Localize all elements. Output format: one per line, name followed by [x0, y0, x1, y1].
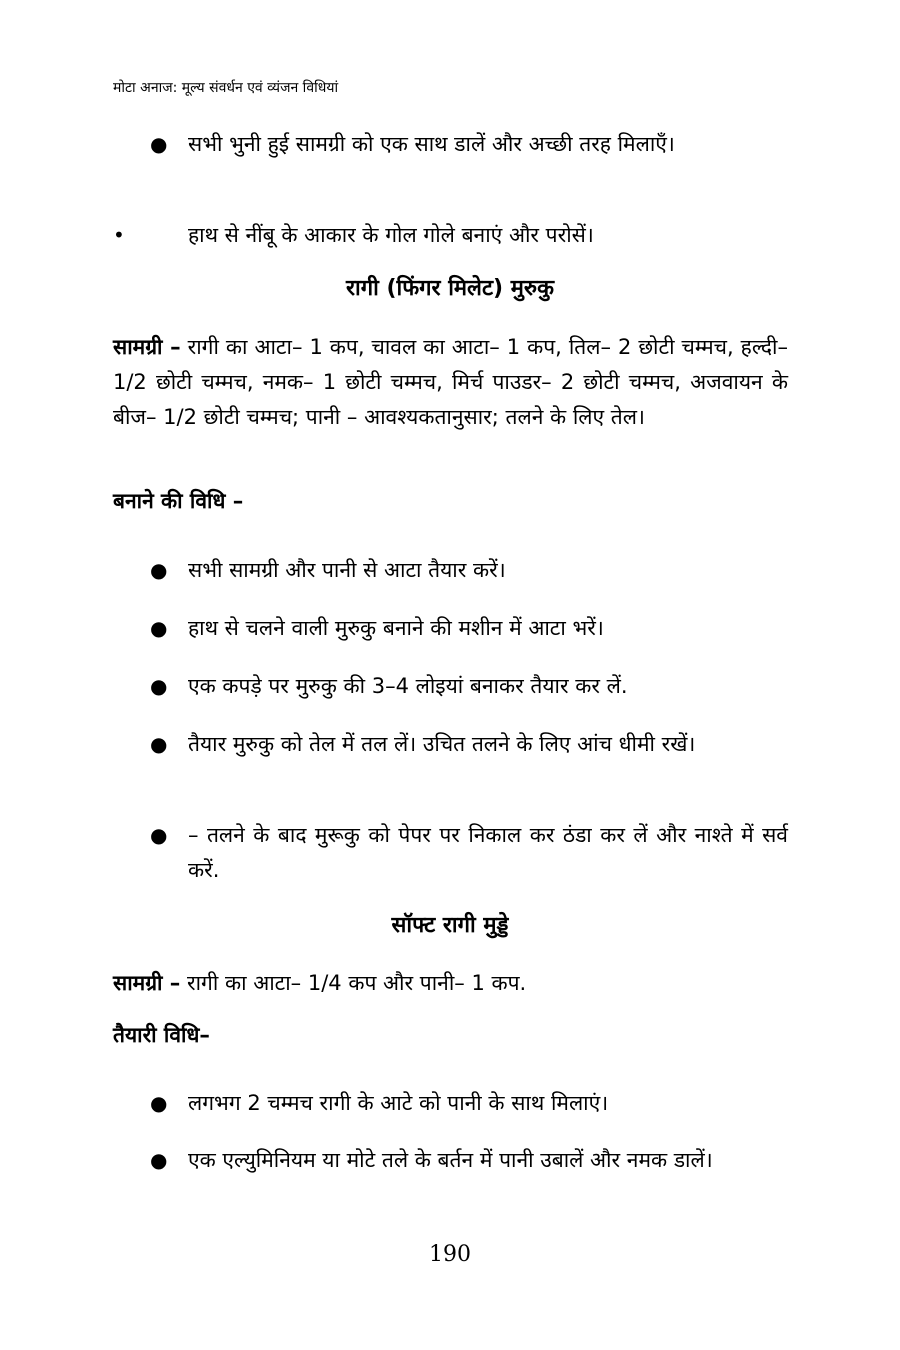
- bullet-icon: ●: [150, 616, 168, 640]
- bullet-icon: ●: [150, 1148, 168, 1172]
- list-item: [113, 727, 788, 762]
- bullet-icon: ●: [150, 823, 168, 847]
- list-item: [113, 611, 788, 646]
- ingredients-text: रागी का आटा– 1 कप, चावल का आटा– 1 कप, तिल– 2 छोटी चम्मच, हल्दी– 1/2 छोटी चम्मच, नमक– 1 छोटी चम्मच, मिर्च पाउडर– 2 छोटी चम्मच, अजवायन के बीज– 1/2 छोटी चम्मच; पानी – आवश्यकतानुसार; तलने के लिए तेल।: [113, 335, 788, 429]
- list-item: [113, 553, 788, 588]
- method-heading: तैयारी विधि–: [113, 1023, 210, 1047]
- list-item-text: लगभग 2 चम्मच रागी के आटे को पानी के साथ मिलाएं।: [188, 1091, 609, 1115]
- bullet-icon: ●: [150, 558, 168, 582]
- ingredients-text: रागी का आटा– 1/4 कप और पानी– 1 कप.: [186, 971, 527, 995]
- list-item: [113, 1086, 788, 1121]
- ingredients-paragraph: [113, 330, 788, 435]
- list-item-text: एक कपड़े पर मुरुकु की 3–4 लोइयां बनाकर तैयार कर लें.: [188, 674, 628, 698]
- ingredients-label: सामग्री –: [113, 335, 181, 359]
- list-item: [113, 127, 788, 162]
- list-item-text: हाथ से नींबू के आकार के गोल गोले बनाएं और परोसें।: [188, 223, 594, 247]
- list-item: [113, 218, 788, 253]
- bullet-icon: ●: [150, 732, 168, 756]
- list-item: [113, 818, 788, 888]
- ingredients-paragraph: [113, 966, 788, 1001]
- bullet-icon: ●: [150, 132, 168, 156]
- list-item: [113, 669, 788, 704]
- list-item-text: एक एल्युमिनियम या मोटे तले के बर्तन में पानी उबालें और नमक डालें।: [188, 1148, 713, 1172]
- list-item-text: हाथ से चलने वाली मुरुकु बनाने की मशीन में आटा भरें।: [188, 616, 604, 640]
- recipe-title: रागी (फिंगर मिलेट) मुरुकु: [346, 276, 554, 301]
- bullet-icon: •: [113, 223, 125, 247]
- list-item-text: सभी सामग्री और पानी से आटा तैयार करें।: [188, 558, 506, 582]
- list-item: [113, 1143, 788, 1178]
- bullet-icon: ●: [150, 674, 168, 698]
- recipe-title: सॉफ्ट रागी मुड्डे: [391, 913, 509, 938]
- method-heading: बनाने की विधि –: [113, 489, 244, 513]
- running-header: मोटा अनाज: मूल्य संवर्धन एवं व्यंजन विधियां: [113, 80, 339, 96]
- list-item-text: तैयार मुरुकु को तेल में तल लें। उचित तलने के लिए आंच धीमी रखें।: [188, 732, 696, 756]
- bullet-icon: ●: [150, 1091, 168, 1115]
- ingredients-label: सामग्री –: [113, 971, 181, 995]
- list-item-text: सभी भुनी हुई सामग्री को एक साथ डालें और अच्छी तरह मिलाएँ।: [188, 132, 675, 156]
- list-item-text: – तलने के बाद मुरूकु को पेपर पर निकाल कर ठंडा कर लें और नाश्ते में सर्व करें.: [188, 823, 788, 882]
- page-number: 190: [429, 1242, 471, 1267]
